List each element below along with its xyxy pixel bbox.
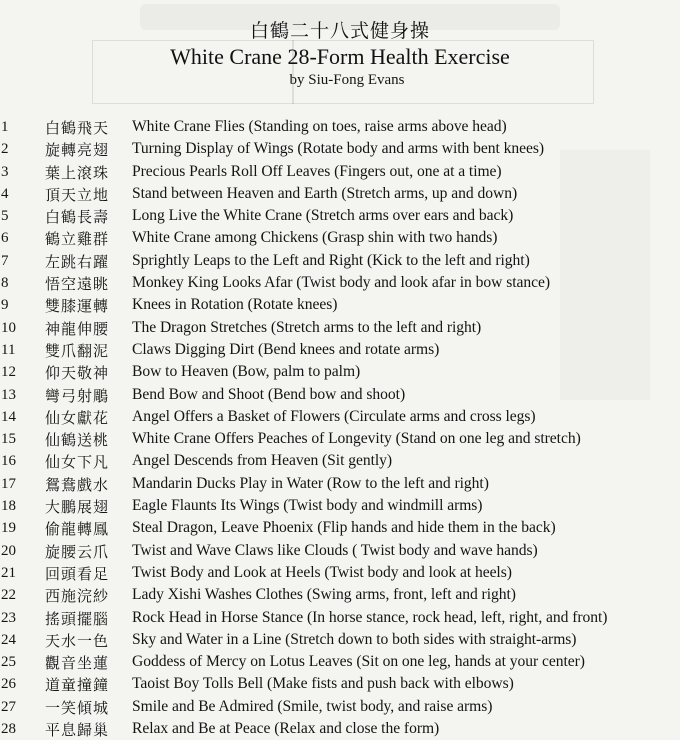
form-name-english: White Crane among Chickens (Grasp shin with two hands) (132, 229, 498, 247)
form-number: 7 (1, 252, 9, 269)
form-name-english: Smile and Be Admired (Smile, twist body, and raise arms) (132, 697, 493, 715)
form-number: 22 (1, 587, 16, 604)
form-name-english: Bow to Heaven (Bow, palm to palm) (132, 363, 361, 381)
form-row (0, 183, 680, 205)
form-name-chinese: 頂天立地 (45, 185, 110, 204)
form-row (0, 562, 680, 584)
form-list (0, 116, 680, 740)
form-name-chinese: 仰天敬神 (45, 364, 110, 383)
form-row (0, 428, 680, 450)
form-number: 10 (1, 319, 16, 336)
form-row (0, 406, 680, 428)
form-row (0, 384, 680, 406)
form-name-chinese: 天水一色 (45, 631, 110, 650)
form-number: 3 (1, 163, 9, 180)
form-name-english: Claws Digging Dirt (Bend knees and rotate arms) (132, 340, 440, 358)
form-name-chinese: 搖頭擺腦 (45, 609, 110, 628)
form-name-english: Angel Descends from Heaven (Sit gently) (132, 452, 393, 470)
form-number: 27 (1, 698, 16, 715)
form-number: 19 (1, 520, 16, 537)
form-row (0, 227, 680, 249)
form-name-chinese: 左跳右躍 (45, 252, 110, 271)
form-row (0, 138, 680, 160)
chinese-title: 白鶴二十八式健身操 (249, 20, 430, 42)
form-name-english: Eagle Flaunts Its Wings (Twist body and windmill arms) (132, 497, 483, 515)
form-name-chinese: 觀音坐蓮 (45, 654, 110, 673)
form-number: 1 (1, 119, 9, 135)
form-name-english: Turning Display of Wings (Rotate body and arms with bent knees) (132, 140, 545, 158)
form-name-english: Sky and Water in a Line (Stretch down to both sides with straight-arms) (132, 630, 577, 648)
form-row (0, 317, 680, 339)
form-name-english: Bend Bow and Shoot (Bend bow and shoot) (132, 385, 406, 403)
form-name-english: Twist Body and Look at Heels (Twist body and look at heels) (132, 563, 512, 581)
form-row (0, 696, 680, 718)
form-name-english: Precious Pearls Roll Off Leaves (Fingers out, one at a time) (132, 162, 502, 180)
form-name-english: The Dragon Stretches (Stretch arms to the left and right) (132, 318, 482, 336)
form-row (0, 205, 680, 227)
form-row (0, 584, 680, 606)
form-number: 23 (1, 609, 16, 626)
form-name-chinese: 白鶴長壽 (45, 208, 110, 227)
form-name-chinese: 道童撞鐘 (45, 676, 110, 695)
form-name-chinese: 仙鶴送桃 (45, 431, 110, 450)
form-name-english: Rock Head in Horse Stance (In horse stance, rock head, left, right, and front) (132, 608, 608, 626)
form-number: 8 (1, 275, 9, 292)
form-name-english: White Crane Flies (Standing on toes, raise arms above head) (132, 118, 507, 135)
form-number: 5 (1, 208, 9, 225)
form-row (0, 517, 680, 539)
form-number: 15 (1, 431, 16, 448)
form-name-chinese: 平息歸巢 (45, 721, 110, 740)
form-row (0, 607, 680, 629)
form-name-chinese: 鶴立雞群 (45, 230, 110, 249)
form-row (0, 673, 680, 695)
form-name-chinese: 雙爪翻泥 (45, 341, 110, 360)
form-row (0, 651, 680, 673)
form-name-chinese: 悟空遠眺 (45, 275, 110, 294)
form-row (0, 473, 680, 495)
form-name-english: Lady Xishi Washes Clothes (Swing arms, front, left and right) (132, 586, 516, 604)
form-row (0, 361, 680, 383)
form-name-english: Monkey King Looks Afar (Twist body and look afar in bow stance) (132, 274, 551, 292)
form-name-chinese: 旋轉亮翅 (45, 141, 110, 160)
form-name-chinese: 大鵬展翅 (45, 498, 110, 517)
form-row (0, 629, 680, 651)
form-row (0, 161, 680, 183)
form-name-chinese: 神龍伸腰 (45, 319, 110, 338)
form-name-english: Taoist Boy Tolls Bell (Make fists and push back with elbows) (132, 675, 514, 693)
form-name-chinese: 旋腰云爪 (45, 542, 110, 561)
form-number: 4 (1, 185, 9, 202)
form-name-chinese: 一笑傾城 (45, 698, 110, 717)
form-name-chinese: 回頭看足 (45, 564, 110, 583)
form-name-chinese: 仙女下凡 (45, 453, 110, 472)
form-number: 26 (1, 676, 16, 693)
form-row (0, 450, 680, 472)
form-name-english: Long Live the White Crane (Stretch arms over ears and back) (132, 207, 514, 225)
form-name-chinese: 西施浣紗 (45, 587, 110, 606)
form-number: 18 (1, 498, 16, 515)
form-name-english: Sprightly Leaps to the Left and Right (Kick to the left and right) (132, 251, 530, 269)
form-number: 20 (1, 542, 16, 559)
form-name-chinese: 雙膝運轉 (45, 297, 110, 316)
form-number: 6 (1, 230, 9, 247)
form-number: 11 (1, 341, 16, 358)
form-name-chinese: 鴛鴦戲水 (45, 475, 110, 494)
form-name-chinese: 白鶴飛天 (45, 119, 110, 137)
form-number: 21 (1, 564, 16, 581)
form-number: 14 (1, 408, 16, 425)
form-number: 25 (1, 654, 16, 671)
form-row (0, 540, 680, 562)
form-row (0, 272, 680, 294)
form-number: 9 (1, 297, 9, 314)
form-name-english: Twist and Wave Claws like Clouds ( Twist body and wave hands) (132, 541, 538, 559)
form-name-english: Steal Dragon, Leave Phoenix (Flip hands and hide them in the back) (132, 519, 556, 537)
form-row (0, 250, 680, 272)
form-name-english: Angel Offers a Basket of Flowers (Circulate arms and cross legs) (132, 407, 536, 425)
form-number: 16 (1, 453, 16, 470)
form-name-english: Mandarin Ducks Play in Water (Row to the left and right) (132, 474, 489, 492)
form-number: 12 (1, 364, 16, 381)
form-name-english: Knees in Rotation (Rotate knees) (132, 296, 338, 314)
form-row (0, 495, 680, 517)
form-number: 17 (1, 475, 16, 492)
form-row (0, 718, 680, 740)
form-name-english: Goddess of Mercy on Lotus Leaves (Sit on one leg, hands at your center) (132, 653, 585, 671)
form-number: 28 (1, 721, 16, 738)
form-number: 24 (1, 631, 16, 648)
english-title: White Crane 28-Form Health Exercise (170, 44, 510, 69)
form-name-chinese: 葉上滾珠 (45, 163, 110, 182)
form-name-chinese: 仙女獻花 (45, 408, 110, 427)
form-name-chinese: 彎弓射鵰 (45, 386, 110, 405)
form-number: 13 (1, 386, 16, 403)
form-name-chinese: 偷龍轉鳳 (45, 520, 110, 539)
form-row (0, 116, 680, 138)
form-name-english: Stand between Heaven and Earth (Stretch arms, up and down) (132, 184, 518, 202)
form-name-english: Relax and Be at Peace (Relax and close the form) (132, 720, 440, 738)
author-byline: by Siu-Fong Evans (289, 72, 405, 88)
form-row (0, 339, 680, 361)
form-number: 2 (1, 141, 9, 158)
form-row (0, 294, 680, 316)
form-name-english: White Crane Offers Peaches of Longevity (Stand on one leg and stretch) (132, 430, 581, 448)
